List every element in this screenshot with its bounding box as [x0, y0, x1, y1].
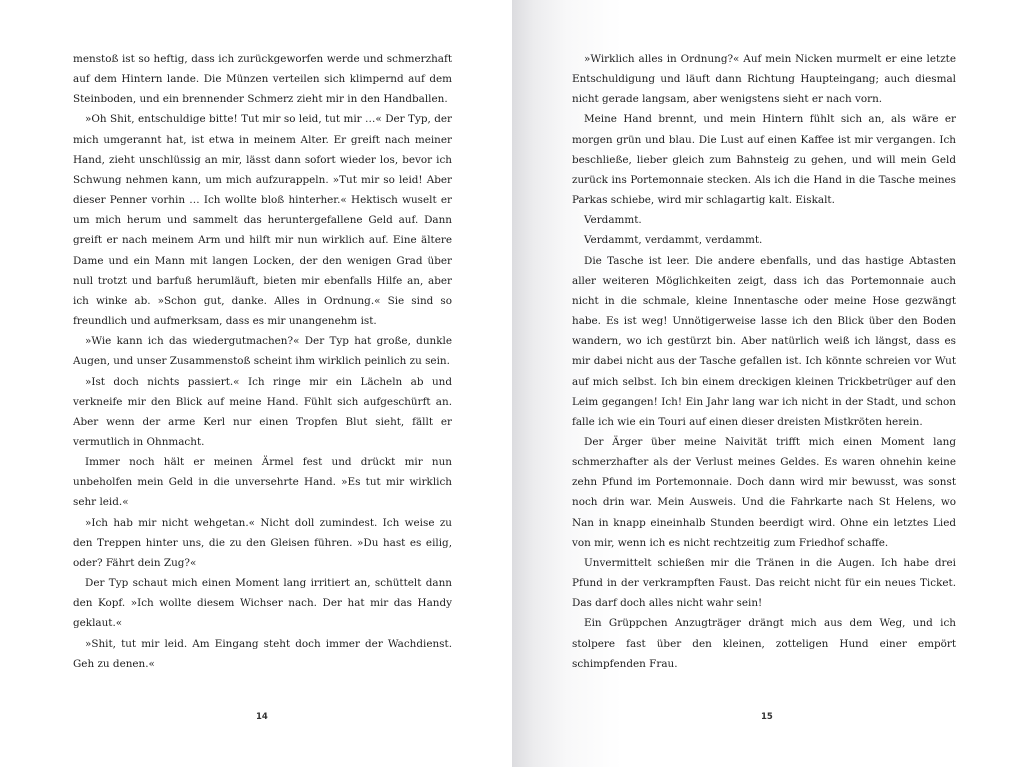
page-number-left: 14	[256, 712, 268, 722]
paragraph: Immer noch hält er meinen Ärmel fest und drückt mir nun unbeholfen mein Geld in die unversehrte Hand. »Es tut mir wirklich sehr leid.«	[73, 456, 452, 509]
paragraph: Verdammt, verdammt, verdammt.	[584, 234, 763, 247]
paragraph: »Shit, tut mir leid. Am Eingang steht doch immer der Wachdienst. Geh zu denen.«	[73, 637, 452, 670]
paragraph: »Wie kann ich das wiedergutmachen?« Der Typ hat große, dunkle Augen, und unser Zusammenstoß scheint ihm wirklich peinlich zu sein.	[73, 335, 452, 368]
paragraph: »Ist doch nichts passiert.« Ich ringe mir ein Lächeln ab und verkneife mir den Blick auf meine Hand. Fühlt sich aufgeschürft an. Aber wenn der arme Kerl nur einen Tropfen Blut sieht, fällt er vermutlich in Ohnmacht.	[73, 375, 452, 448]
paragraph: Unvermittelt schießen mir die Tränen in die Augen. Ich habe drei Pfund in der verkrampften Faust. Das reicht nicht für ein neues Ticket. Das darf doch alles nicht wahr sein!	[572, 556, 956, 610]
paragraph: »Ich hab mir nicht wehgetan.« Nicht doll zumindest. Ich weise zu den Treppen hinter uns, die zu den Gleisen führen. »Du hast es eilig, oder? Fährt dein Zug?«	[73, 516, 452, 569]
right-page	[512, 0, 1024, 767]
paragraph: Verdammt.	[584, 214, 642, 227]
paragraph: »Wirklich alles in Ordnung?« Auf mein Nicken murmelt er eine letzte Entschuldigung und läuft dann Richtung Haupteingang; auch diesmal nicht gerade langsam, aber wenigstens sieht er nach vorn.	[572, 53, 956, 106]
paragraph: Die Tasche ist leer. Die andere ebenfalls, und das hastige Abtasten aller weiteren Möglichkeiten zeigt, dass ich das Portemonnaie auch nicht in die schmale, kleine Innentasche oder meine Hose gezwängt habe. Es ist weg! Unnötigerweise lasse ich den Blick über den Boden wandern, wo ich gestürzt bin. Aber natürlich weiß ich längst, dass es mir dabei nicht aus der Tasche gefallen ist. Ich könnte schreien vor Wut auf mich selbst. Ich bin einem dreckigen kleinen Trickbetrüger auf den Leim gegangen! Ich! Ein Jahr lang war ich nicht in der Stadt, und schon falle ich wie ein Touri auf einen dieser dreisten Mistkröten herein.	[572, 254, 956, 428]
paragraph: Ein Grüppchen Anzugträger drängt mich aus dem Weg, und ich stolpere fast über den kleinen, zotteligen Hund einer empört schimpfenden Frau.	[572, 617, 956, 670]
page-number-right: 15	[761, 712, 773, 722]
right-page-text	[572, 49, 956, 674]
left-page-text	[73, 49, 452, 674]
paragraph: menstoß ist so heftig, dass ich zurückgeworfen werde und schmerzhaft auf dem Hintern lande. Die Münzen verteilen sich klimpernd auf dem Steinboden, und ein brennender Schmerz zieht mir in den Handballen.	[73, 53, 452, 106]
paragraph: »Oh Shit, entschuldige bitte! Tut mir so leid, tut mir …« Der Typ, der mich umgerannt hat, ist etwa in meinem Alter. Er greift nach meiner Hand, zieht unschlüssig an mir, lässt dann sofort wieder los, bevor ich Schwung nehmen kann, um mich aufzurappeln. »Tut mir so leid! Aber dieser Penner vorhin … Ich wollte bloß hinterher.« Hektisch wuselt er um mich herum und sammelt das heruntergefallene Geld auf. Dann greift er nach meinem Arm und hilft mir nun wirklich auf. Eine ältere Dame und ein Mann mit langen Locken, der den wenigen Grad über null trotzt und barfuß herumläuft, bieten mir ebenfalls Hilfe an, aber ich winke ab. »Schon gut, danke. Alles in Ordnung.« Sie sind so freundlich und aufmerksam, dass es mir unangenehm ist.	[73, 113, 452, 328]
paragraph: Der Typ schaut mich einen Moment lang irritiert an, schüttelt dann den Kopf. »Ich wollte diesem Wichser nach. Der hat mir das Handy geklaut.«	[73, 577, 452, 630]
paragraph: Der Ärger über meine Naivität trifft mich einen Moment lang schmerzhafter als der Verlust meines Geldes. Es waren ohnehin keine zehn Pfund im Portemonnaie. Doch dann wird mir bewusst, was sonst noch drin war. Mein Ausweis. Und die Fahrkarte nach St Helens, wo Nan in knapp eineinhalb Stunden beerdigt wird. Ohne ein letztes Lied von mir, wenn ich es nicht rechtzeitig zum Friedhof schaffe.	[572, 435, 956, 549]
paragraph: Meine Hand brennt, und mein Hintern fühlt sich an, als wäre er morgen grün und blau. Die Lust auf einen Kaffee ist mir vergangen. Ich beschließe, lieber gleich zum Bahnsteig zu gehen, und will mein Geld zurück ins Portemonnaie stecken. Als ich die Hand in die Tasche meines Parkas schiebe, wird mir schlagartig kalt. Eiskalt.	[572, 113, 956, 207]
